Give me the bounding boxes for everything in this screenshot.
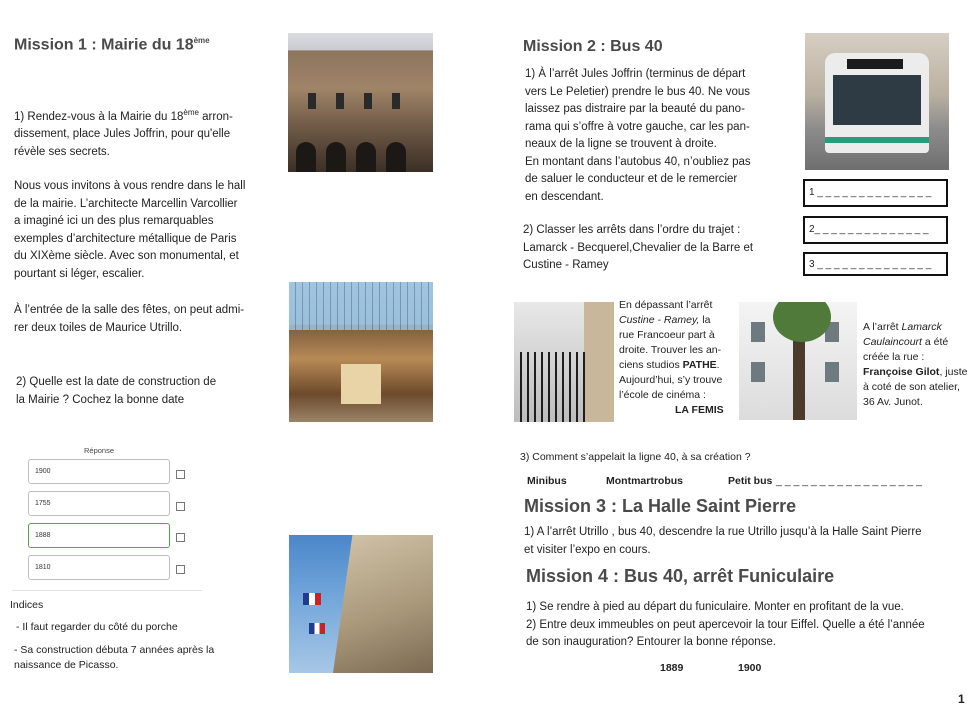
mission4-title: Mission 4 : Bus 40, arrêt Funiculaire: [526, 566, 835, 586]
mission1-paragraph-2: Nous vous invitons à vous rendre dans le hall de la mairie. L’architecte Marcellin Varcollier a imaginé ici un des plus remarquables exemples d’architecture métallique de Paris du XIXème siècle. Avec son monumental, et pourtant si léger, escalier.: [14, 180, 246, 280]
mission2-title: Mission 2 : Bus 40: [523, 38, 663, 55]
mairie-facade-photo: [288, 33, 433, 172]
option-1755[interactable]: 1755: [28, 491, 170, 516]
checkbox-1900[interactable]: [176, 470, 185, 479]
checkbox-1755[interactable]: [176, 502, 185, 511]
choice-montmartrobus[interactable]: Montmartrobus: [606, 475, 683, 487]
form-title: Réponse: [83, 446, 115, 455]
choice-minibus[interactable]: Minibus: [527, 475, 567, 487]
answer-box-3[interactable]: 3 _ _ _ _ _ _ _ _ _ _ _ _ _ _: [803, 252, 948, 276]
form-divider: [12, 590, 202, 591]
indice-2: - Sa construction débuta 7 années après la naissance de Picasso.: [14, 644, 215, 671]
studio-text: En dépassant l’arrêt Custine - Ramey, la rue Francoeur part à droite. Trouver les an- ciens studios PATHE. Aujourd’hui, s’y trouve l’école de cinéma : LA FEMIS: [619, 299, 724, 416]
option-1888[interactable]: 1888: [28, 523, 170, 548]
answer-box-2[interactable]: 2_ _ _ _ _ _ _ _ _ _ _ _ _ _: [803, 216, 948, 244]
checkbox-1810[interactable]: [176, 565, 185, 574]
mission1-question-2: 2) Quelle est la date de construction de la Mairie ? Cochez la bonne date: [16, 376, 217, 406]
choice-1889[interactable]: 1889: [660, 662, 684, 674]
bus-40-photo: [805, 33, 949, 170]
indice-1: - Il faut regarder du côté du porche: [16, 621, 178, 633]
page-number: 1: [958, 692, 965, 706]
mission3-title: Mission 3 : La Halle Saint Pierre: [524, 496, 797, 516]
mission2-question-3: 3) Comment s’appelait la ligne 40, à sa création ?: [520, 451, 751, 463]
choice-1900[interactable]: 1900: [738, 662, 762, 674]
answer-box-1[interactable]: 1 _ _ _ _ _ _ _ _ _ _ _ _ _ _: [803, 179, 948, 207]
mairie-hall-photo: [289, 282, 433, 422]
mission4-paragraph: 1) Se rendre à pied au départ du funiculaire. Monter en profitant de la vue. 2) Entre deux immeubles on peut apercevoir la tour Eiffel. Quelle a été l’année de son inauguration? Entourer la bonne réponse.: [526, 601, 925, 648]
mission1-title: Mission 1 : Mairie du 18ème: [14, 36, 210, 54]
mairie-porche-photo: [289, 535, 433, 673]
gilot-street-photo: [739, 302, 857, 420]
option-1900[interactable]: 1900: [28, 459, 170, 484]
gilot-text: A l’arrêt Lamarck Caulaincourt a été créée la rue : Françoise Gilot, juste à coté de son atelier, 36 Av. Junot.: [863, 321, 968, 408]
option-1810[interactable]: 1810: [28, 555, 170, 580]
indices-title: Indices: [10, 599, 44, 611]
choice-petit-bus[interactable]: Petit bus: [728, 475, 773, 487]
mission2-question-2: 2) Classer les arrêts dans l’ordre du trajet : Lamarck - Becquerel,Chevalier de la Barre et Custine - Ramey: [523, 224, 754, 271]
q3-answer-blank[interactable]: _ _ _ _ _ _ _ _ _ _ _ _ _ _ _ _ _: [776, 475, 922, 487]
mission1-paragraph-1: 1) Rendez-vous à la Mairie du 18ème arron- dissement, place Jules Joffrin, pour qu'elle révèle ses secrets.: [14, 108, 233, 158]
mission1-paragraph-3: À l’entrée de la salle des fêtes, on peut admi- rer deux toiles de Maurice Utrillo.: [14, 304, 245, 334]
mission3-paragraph: 1) A l’arrêt Utrillo , bus 40, descendre la rue Utrillo jusqu’à la Halle Saint Pierre et visiter l’expo en cours.: [524, 526, 922, 556]
pathe-studio-photo: [514, 302, 614, 422]
mission2-paragraph-1: 1) À l’arrêt Jules Joffrin (terminus de départ vers Le Peletier) prendre le bus 40. Ne vous laissez pas distraire par la beauté du pano- rama qui s’offre à votre gauche, car les pan- neaux de la ligne se trouvent à droite. En montant dans l’autobus 40, n’oubliez pas de saluer le conducteur et de le remercier en descendant.: [525, 68, 751, 203]
checkbox-1888[interactable]: [176, 533, 185, 542]
